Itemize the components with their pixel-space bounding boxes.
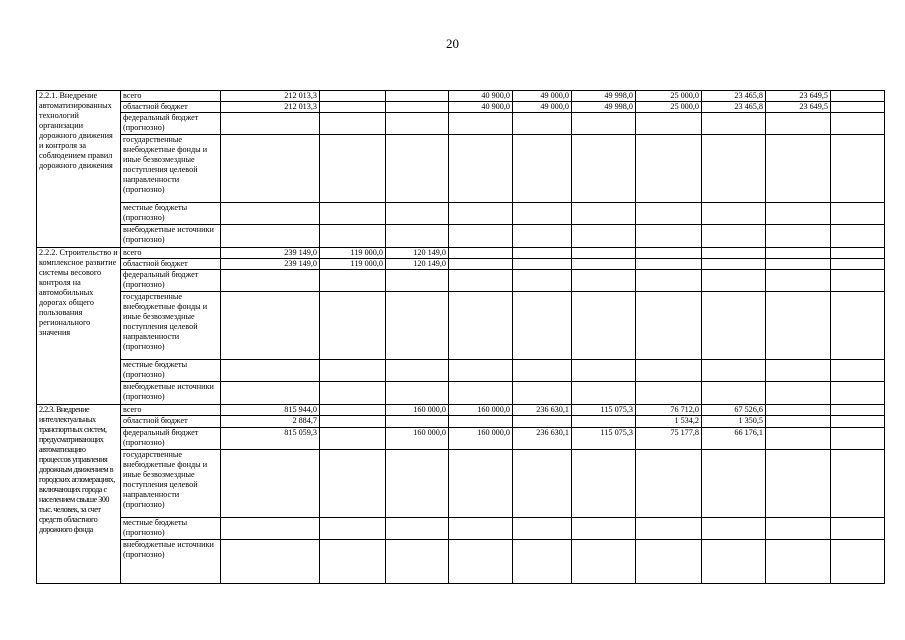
amount-cell	[636, 292, 702, 360]
amount-cell	[702, 292, 766, 360]
amount-cell	[320, 135, 386, 203]
amount-cell	[449, 292, 513, 360]
amount-cell	[702, 270, 766, 292]
amount-cell	[831, 135, 885, 203]
amount-cell	[831, 91, 885, 102]
amount-cell	[320, 416, 386, 428]
activity-title: 2.2.2. Строительство и комплексное развитие системы весового контроля на автомобильных дорогах общего пользования регионального значения	[37, 248, 121, 405]
amount-cell	[702, 382, 766, 405]
table-row	[37, 292, 885, 360]
amount-cell: 76 712,0	[636, 405, 702, 416]
amount-cell	[513, 292, 572, 360]
amount-cell: 75 177,8	[636, 428, 702, 450]
amount-cell	[386, 518, 449, 540]
amount-cell: 40 900,0	[449, 102, 513, 113]
amount-cell	[572, 135, 636, 203]
amount-cell: 115 075,3	[572, 405, 636, 416]
table-row	[37, 518, 885, 540]
funding-source-label: федеральный бюджет (прогнозно)	[121, 428, 221, 450]
amount-cell	[831, 405, 885, 416]
amount-cell	[636, 135, 702, 203]
amount-cell	[221, 113, 320, 135]
amount-cell	[702, 360, 766, 382]
amount-cell	[766, 382, 831, 405]
amount-cell	[449, 135, 513, 203]
amount-cell	[831, 203, 885, 225]
amount-cell	[572, 248, 636, 259]
table-row	[37, 203, 885, 225]
amount-cell	[572, 225, 636, 248]
amount-cell: 23 465,8	[702, 91, 766, 102]
activity-title: 2.2.1. Внедрение автоматизированных технологий организации дорожного движения и контроля за соблюдением правил дорожного движения	[37, 91, 121, 248]
amount-cell	[636, 518, 702, 540]
table-row	[37, 91, 885, 102]
amount-cell: 49 998,0	[572, 91, 636, 102]
amount-cell	[386, 292, 449, 360]
amount-cell	[513, 248, 572, 259]
amount-cell	[572, 540, 636, 584]
amount-cell	[572, 360, 636, 382]
amount-cell	[449, 360, 513, 382]
amount-cell	[513, 416, 572, 428]
amount-cell	[766, 540, 831, 584]
financing-table	[36, 90, 885, 584]
amount-cell	[513, 225, 572, 248]
amount-cell: 239 149,0	[221, 248, 320, 259]
amount-cell: 23 649,5	[766, 91, 831, 102]
amount-cell	[320, 428, 386, 450]
amount-cell	[320, 102, 386, 113]
amount-cell	[636, 540, 702, 584]
amount-cell	[766, 416, 831, 428]
amount-cell	[636, 360, 702, 382]
amount-cell: 120 149,0	[386, 259, 449, 270]
amount-cell	[572, 203, 636, 225]
amount-cell	[831, 113, 885, 135]
funding-source-label: местные бюджеты (прогнозно)	[121, 203, 221, 225]
amount-cell	[513, 540, 572, 584]
funding-source-label: местные бюджеты (прогнозно)	[121, 518, 221, 540]
amount-cell	[766, 450, 831, 518]
amount-cell: 1 350,5	[702, 416, 766, 428]
table-row	[37, 405, 885, 416]
amount-cell: 67 526,6	[702, 405, 766, 416]
amount-cell	[221, 540, 320, 584]
table-row	[37, 428, 885, 450]
table-row	[37, 270, 885, 292]
amount-cell	[320, 518, 386, 540]
table-row	[37, 416, 885, 428]
amount-cell: 160 000,0	[449, 405, 513, 416]
funding-source-label: государственные внебюджетные фонды и иные безвозмездные поступления целевой направленности (прогнозно)	[121, 292, 221, 360]
funding-source-label: всего	[121, 405, 221, 416]
funding-source-label: государственные внебюджетные фонды и иные безвозмездные поступления целевой направленности (прогнозно)	[121, 135, 221, 203]
amount-cell	[766, 360, 831, 382]
amount-cell	[831, 360, 885, 382]
amount-cell	[636, 259, 702, 270]
amount-cell	[831, 259, 885, 270]
amount-cell	[513, 203, 572, 225]
amount-cell	[831, 248, 885, 259]
amount-cell	[766, 248, 831, 259]
amount-cell	[449, 248, 513, 259]
amount-cell	[513, 270, 572, 292]
table-row	[37, 259, 885, 270]
amount-cell	[320, 450, 386, 518]
amount-cell	[702, 540, 766, 584]
amount-cell	[513, 382, 572, 405]
table-row	[37, 135, 885, 203]
amount-cell	[702, 518, 766, 540]
amount-cell: 23 465,8	[702, 102, 766, 113]
amount-cell	[386, 91, 449, 102]
amount-cell: 160 000,0	[449, 428, 513, 450]
amount-cell: 119 000,0	[320, 248, 386, 259]
amount-cell	[221, 518, 320, 540]
funding-source-label: всего	[121, 248, 221, 259]
funding-source-label: внебюджетные источники (прогнозно)	[121, 540, 221, 584]
amount-cell	[513, 450, 572, 518]
amount-cell	[831, 428, 885, 450]
amount-cell	[702, 450, 766, 518]
amount-cell	[449, 259, 513, 270]
amount-cell	[513, 259, 572, 270]
amount-cell	[572, 113, 636, 135]
amount-cell: 49 000,0	[513, 102, 572, 113]
amount-cell	[449, 225, 513, 248]
amount-cell	[449, 270, 513, 292]
amount-cell	[766, 113, 831, 135]
amount-cell	[831, 270, 885, 292]
amount-cell	[766, 518, 831, 540]
amount-cell	[221, 360, 320, 382]
funding-source-label: областной бюджет	[121, 259, 221, 270]
amount-cell	[766, 270, 831, 292]
amount-cell	[320, 360, 386, 382]
amount-cell	[221, 450, 320, 518]
amount-cell: 120 149,0	[386, 248, 449, 259]
amount-cell	[449, 416, 513, 428]
amount-cell	[513, 518, 572, 540]
table-row	[37, 360, 885, 382]
page-number: 20	[446, 36, 459, 51]
amount-cell	[831, 416, 885, 428]
amount-cell	[386, 225, 449, 248]
amount-cell	[766, 405, 831, 416]
amount-cell	[449, 203, 513, 225]
amount-cell	[320, 91, 386, 102]
amount-cell	[766, 203, 831, 225]
amount-cell	[320, 382, 386, 405]
amount-cell	[320, 225, 386, 248]
amount-cell	[766, 259, 831, 270]
amount-cell: 212 013,3	[221, 102, 320, 113]
amount-cell: 25 000,0	[636, 102, 702, 113]
amount-cell	[766, 428, 831, 450]
funding-source-label: областной бюджет	[121, 416, 221, 428]
table-row	[37, 450, 885, 518]
amount-cell	[449, 113, 513, 135]
funding-source-label: областной бюджет	[121, 102, 221, 113]
amount-cell	[636, 113, 702, 135]
amount-cell	[572, 382, 636, 405]
amount-cell	[449, 518, 513, 540]
amount-cell	[831, 450, 885, 518]
amount-cell	[386, 203, 449, 225]
amount-cell	[766, 135, 831, 203]
amount-cell	[221, 270, 320, 292]
amount-cell	[702, 248, 766, 259]
amount-cell: 236 630,1	[513, 405, 572, 416]
table-row	[37, 102, 885, 113]
amount-cell	[386, 102, 449, 113]
amount-cell	[386, 360, 449, 382]
amount-cell: 815 944,0	[221, 405, 320, 416]
amount-cell	[221, 292, 320, 360]
funding-source-label: местные бюджеты (прогнозно)	[121, 360, 221, 382]
amount-cell	[221, 135, 320, 203]
amount-cell	[386, 270, 449, 292]
amount-cell	[449, 382, 513, 405]
amount-cell	[702, 259, 766, 270]
amount-cell	[221, 225, 320, 248]
amount-cell	[320, 292, 386, 360]
amount-cell	[702, 135, 766, 203]
amount-cell	[636, 382, 702, 405]
amount-cell	[636, 203, 702, 225]
funding-source-label: внебюджетные источники (прогнозно)	[121, 225, 221, 248]
amount-cell: 119 000,0	[320, 259, 386, 270]
amount-cell	[572, 416, 636, 428]
amount-cell	[221, 382, 320, 405]
funding-source-label: федеральный бюджет (прогнозно)	[121, 113, 221, 135]
amount-cell	[449, 540, 513, 584]
table-row	[37, 540, 885, 584]
amount-cell	[702, 225, 766, 248]
table-row	[37, 248, 885, 259]
amount-cell	[386, 135, 449, 203]
table-row	[37, 113, 885, 135]
funding-source-label: всего	[121, 91, 221, 102]
amount-cell: 239 149,0	[221, 259, 320, 270]
amount-cell	[702, 113, 766, 135]
amount-cell: 49 000,0	[513, 91, 572, 102]
amount-cell: 160 000,0	[386, 405, 449, 416]
amount-cell	[702, 203, 766, 225]
amount-cell	[320, 203, 386, 225]
amount-cell	[221, 203, 320, 225]
table-row	[37, 225, 885, 248]
amount-cell: 23 649,5	[766, 102, 831, 113]
amount-cell	[636, 450, 702, 518]
amount-cell	[831, 292, 885, 360]
amount-cell: 160 000,0	[386, 428, 449, 450]
amount-cell: 815 059,3	[221, 428, 320, 450]
amount-cell: 212 013,3	[221, 91, 320, 102]
amount-cell	[831, 518, 885, 540]
amount-cell	[572, 259, 636, 270]
amount-cell	[513, 360, 572, 382]
funding-source-label: внебюджетные источники (прогнозно)	[121, 382, 221, 405]
amount-cell	[320, 405, 386, 416]
amount-cell: 1 534,2	[636, 416, 702, 428]
amount-cell: 115 075,3	[572, 428, 636, 450]
amount-cell	[449, 450, 513, 518]
amount-cell: 66 176,1	[702, 428, 766, 450]
amount-cell	[572, 450, 636, 518]
amount-cell	[386, 113, 449, 135]
amount-cell	[766, 225, 831, 248]
amount-cell	[636, 225, 702, 248]
amount-cell	[386, 416, 449, 428]
amount-cell	[636, 248, 702, 259]
amount-cell	[572, 518, 636, 540]
amount-cell: 40 900,0	[449, 91, 513, 102]
amount-cell	[386, 382, 449, 405]
amount-cell	[320, 540, 386, 584]
activity-title: 2.2.3. Внедрение интеллектуальных транспортных систем, предусматривающих автоматизацию процессов управления дорожным движением в городских агломерациях, включающих города с населением свыше 300 тыс. человек, за счет средств областного дорожного фонда	[37, 405, 121, 584]
amount-cell: 2 884,7	[221, 416, 320, 428]
amount-cell	[831, 382, 885, 405]
amount-cell	[572, 292, 636, 360]
amount-cell	[636, 270, 702, 292]
funding-source-label: федеральный бюджет (прогнозно)	[121, 270, 221, 292]
amount-cell: 236 630,1	[513, 428, 572, 450]
amount-cell	[766, 292, 831, 360]
amount-cell	[386, 540, 449, 584]
amount-cell	[831, 225, 885, 248]
amount-cell	[513, 113, 572, 135]
amount-cell	[386, 450, 449, 518]
amount-cell	[320, 113, 386, 135]
amount-cell: 25 000,0	[636, 91, 702, 102]
amount-cell: 49 998,0	[572, 102, 636, 113]
amount-cell	[320, 270, 386, 292]
amount-cell	[513, 135, 572, 203]
amount-cell	[831, 540, 885, 584]
amount-cell	[831, 102, 885, 113]
funding-source-label: государственные внебюджетные фонды и иные безвозмездные поступления целевой направленности (прогнозно)	[121, 450, 221, 518]
table-row	[37, 382, 885, 405]
amount-cell	[572, 270, 636, 292]
